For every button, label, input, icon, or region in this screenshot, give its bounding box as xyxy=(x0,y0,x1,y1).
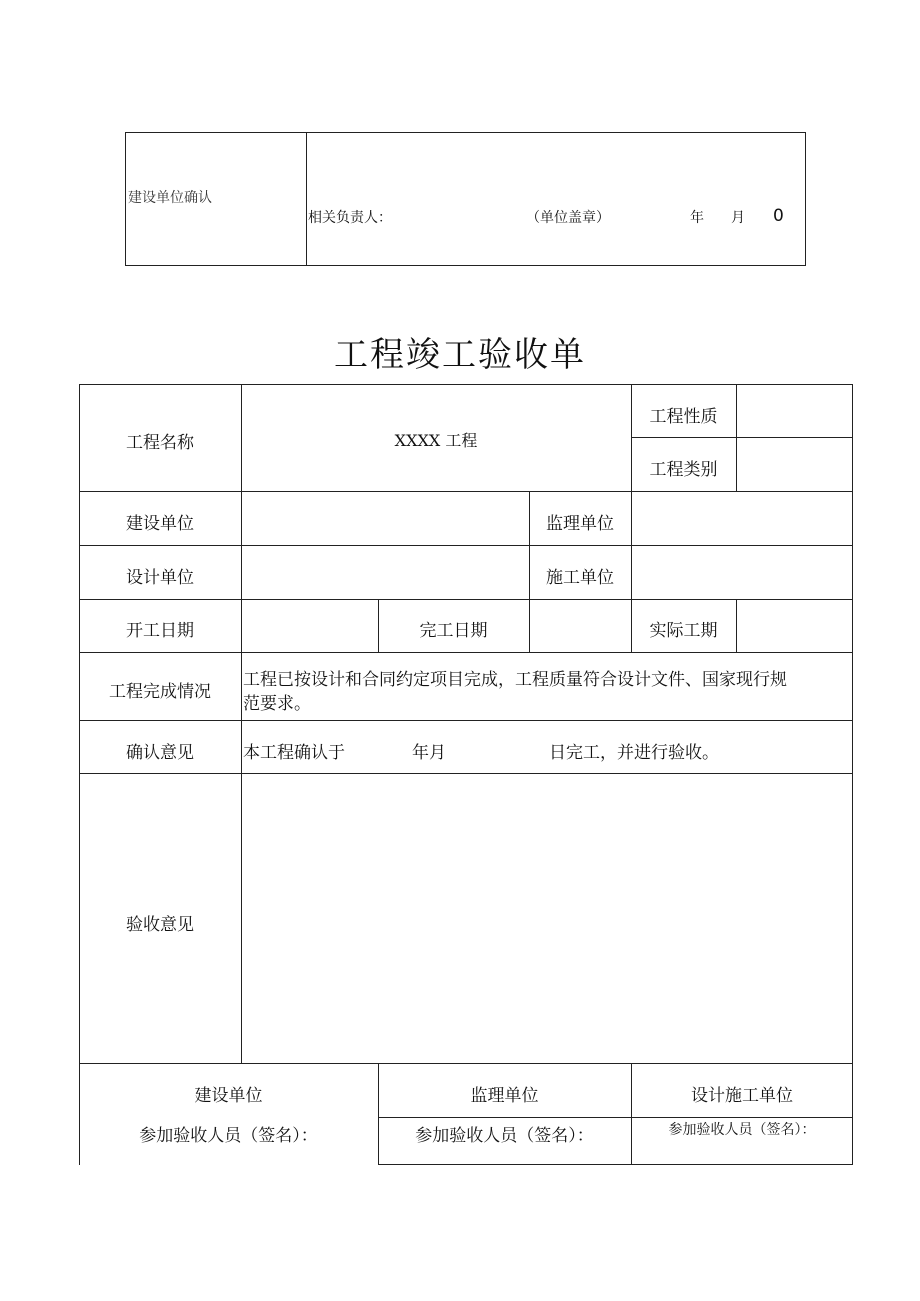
confirm-block xyxy=(125,132,806,266)
construction-unit-label: 建设单位 xyxy=(126,514,194,534)
month-label: 月 xyxy=(731,210,745,226)
row-line xyxy=(79,1063,853,1064)
project-name-label: 工程名称 xyxy=(126,433,194,453)
year-label: 年 xyxy=(690,210,704,226)
design-unit-label: 设计单位 xyxy=(126,568,194,588)
row-line xyxy=(79,773,853,774)
col-line xyxy=(631,1063,632,1165)
sign-people-design-builder[interactable]: 参加验收人员（签名）： xyxy=(668,1122,816,1138)
builder-unit-label: 施工单位 xyxy=(546,568,614,588)
completion-label: 工程完成情况 xyxy=(109,682,211,702)
row-line xyxy=(378,1164,853,1165)
sign-people-supervision[interactable]: 参加验收人员（签名）： xyxy=(415,1126,594,1146)
seal-note: （单位盖章） xyxy=(526,210,610,226)
confirm-block-label: 建设单位确认 xyxy=(128,190,212,206)
confirm-opinion-part2: 年月 xyxy=(412,743,446,763)
responsible-person-label: 相关负责人： xyxy=(308,210,392,226)
acceptance-form-table xyxy=(79,384,853,1165)
row-line xyxy=(378,1117,853,1118)
sign-construction-unit: 建设单位 xyxy=(194,1086,263,1106)
col-line xyxy=(736,384,737,491)
row-line xyxy=(79,545,853,546)
row-line xyxy=(631,437,853,438)
actual-period-label: 实际工期 xyxy=(649,621,718,641)
sign-design-builder-unit: 设计施工单位 xyxy=(691,1086,793,1106)
project-name-value[interactable]: XXXX 工程 xyxy=(394,431,478,450)
confirm-opinion-part1: 本工程确认于 xyxy=(243,743,345,763)
start-date-label: 开工日期 xyxy=(126,621,194,641)
sign-people-construction[interactable]: 参加验收人员（签名）： xyxy=(139,1126,318,1146)
acceptance-opinion-label: 验收意见 xyxy=(126,915,194,935)
col-line xyxy=(378,1063,379,1165)
project-category-label: 工程类别 xyxy=(649,460,718,480)
supervision-unit-label: 监理单位 xyxy=(546,514,614,534)
completion-text-line2: 范要求。 xyxy=(243,694,311,714)
row-line xyxy=(79,652,853,653)
project-nature-label: 工程性质 xyxy=(649,407,718,427)
page-title: 工程竣工验收单 xyxy=(334,335,586,375)
row-line xyxy=(79,491,853,492)
confirm-block-divider xyxy=(306,132,307,266)
confirm-opinion-part3: 日完工，并进行验收。 xyxy=(549,743,719,763)
day-value: 0 xyxy=(773,206,784,226)
finish-date-label: 完工日期 xyxy=(419,621,488,641)
completion-text-line1: 工程已按设计和合同约定项目完成，工程质量符合设计文件、国家现行规 xyxy=(243,670,787,690)
row-line xyxy=(79,720,853,721)
confirm-opinion-label: 确认意见 xyxy=(126,743,194,763)
sign-supervision-unit: 监理单位 xyxy=(470,1086,539,1106)
col-line xyxy=(736,599,737,652)
col-line xyxy=(241,384,242,1064)
